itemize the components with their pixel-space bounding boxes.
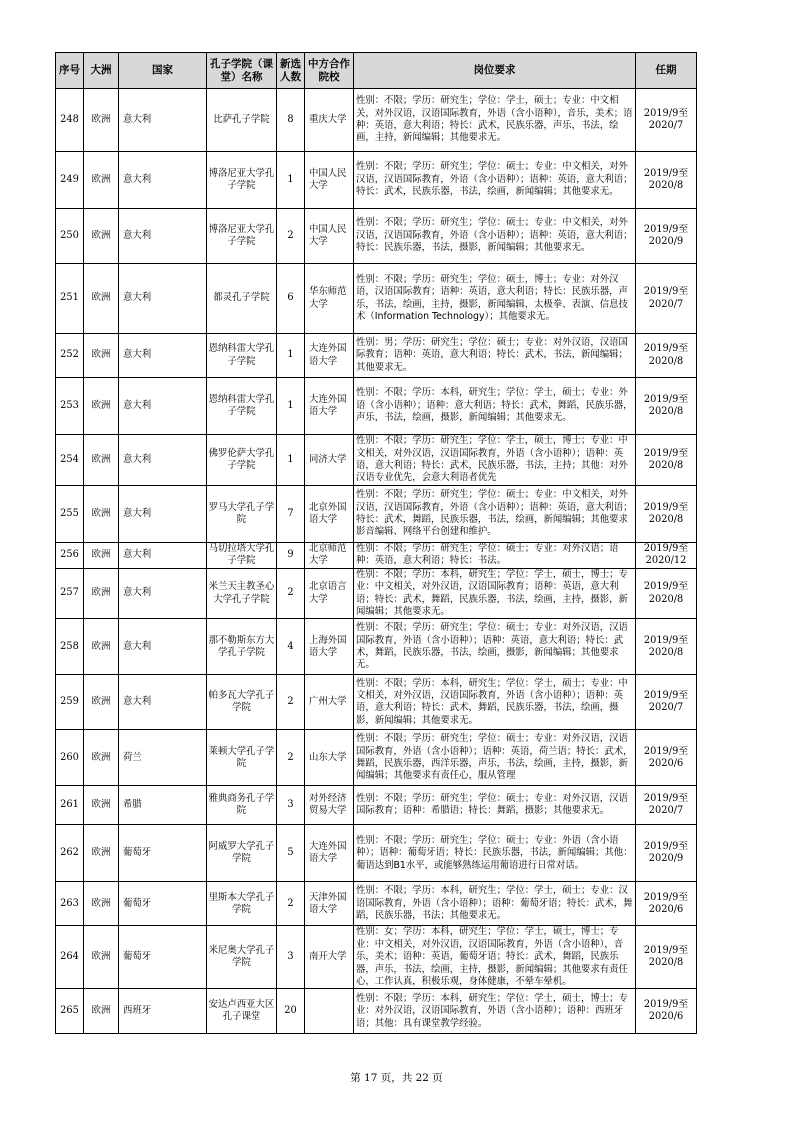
cell-institute: 恩纳科雷大学孔子学院 xyxy=(207,378,277,435)
cell-country: 意大利 xyxy=(119,543,207,569)
header-institute: 孔子学院（课堂）名称 xyxy=(207,53,277,89)
cell-continent: 欧洲 xyxy=(84,378,119,435)
cell-partner: 重庆大学 xyxy=(305,89,354,152)
cell-term: 2019/9至 2020/6 xyxy=(636,882,697,926)
cell-institute: 那不勒斯东方大学孔子学院 xyxy=(207,619,277,675)
cell-institute: 里斯本大学孔子学院 xyxy=(207,882,277,926)
cell-institute: 帕多瓦大学孔子学院 xyxy=(207,675,277,730)
cell-term: 2019/9至 2020/8 xyxy=(636,486,697,543)
cell-requirements: 性别：不限；学历：研究生；学位：硕士，博士；专业：对外汉语，汉语国际教育；语种：英语，意大利语；特长：民族乐器，声乐，书法，绘画，主持，摄影，新闻编辑，太极拳、表演、信息技术（Information Technology）；其他要求无。 xyxy=(354,264,636,334)
table-row xyxy=(56,825,697,882)
cell-institute: 比萨孔子学院 xyxy=(207,89,277,152)
cell-count: 9 xyxy=(277,543,305,569)
table-row xyxy=(56,882,697,926)
cell-count: 5 xyxy=(277,825,305,882)
cell-institute: 博洛尼亚大学孔子学院 xyxy=(207,209,277,264)
cell-seq: 249 xyxy=(56,152,84,209)
table-row xyxy=(56,989,697,1034)
cell-partner: 北京师范大学 xyxy=(305,543,354,569)
header-count: 新选人数 xyxy=(277,53,305,89)
cell-seq: 250 xyxy=(56,209,84,264)
cell-requirements: 性别：女；学历：本科，研究生；学位：学士，硕士，博士；专业：中文相关，对外汉语，汉语国际教育，外语（含小语种），音乐，美术；语种：英语，葡萄牙语；特长：武术，舞蹈，民族乐器，声乐，书法，绘画，主持，摄影，新闻编辑；其他要求有责任心，工作认真，积极乐观，身体健康，不晕车晕机。 xyxy=(354,926,636,989)
cell-institute: 都灵孔子学院 xyxy=(207,264,277,334)
table-row xyxy=(56,619,697,675)
cell-partner: 中国人民大学 xyxy=(305,209,354,264)
cell-country: 意大利 xyxy=(119,435,207,486)
cell-count: 3 xyxy=(277,786,305,825)
cell-term: 2019/9至 2020/12 xyxy=(636,543,697,569)
cell-requirements: 性别：不限；学历：本科，研究生；学位：学士，硕士；专业：汉语国际教育，外语（含小语种）；语种：葡萄牙语；特长：武术，舞蹈，民族乐器，书法；其他要求无。 xyxy=(354,882,636,926)
cell-continent: 欧洲 xyxy=(84,825,119,882)
cell-count: 1 xyxy=(277,152,305,209)
cell-seq: 265 xyxy=(56,989,84,1034)
cell-count: 7 xyxy=(277,486,305,543)
cell-term: 2019/9至 2020/8 xyxy=(636,435,697,486)
cell-count: 1 xyxy=(277,435,305,486)
cell-continent: 欧洲 xyxy=(84,334,119,378)
cell-partner xyxy=(305,989,354,1034)
cell-institute: 安达卢西亚大区孔子课堂 xyxy=(207,989,277,1034)
cell-seq: 260 xyxy=(56,730,84,786)
cell-partner: 同济大学 xyxy=(305,435,354,486)
cell-requirements: 性别：不限；学历：研究生；学位：硕士；专业：对外汉语，汉语国际教育，外语（含小语种）；语种：英语，意大利语；特长：武术，舞蹈，民族乐器，书法，绘画，摄影，新闻编辑；其他要求无。 xyxy=(354,619,636,675)
table-row xyxy=(56,209,697,264)
header-partner: 中方合作院校 xyxy=(305,53,354,89)
cell-country: 意大利 xyxy=(119,378,207,435)
table-row xyxy=(56,926,697,989)
cell-country: 意大利 xyxy=(119,264,207,334)
cell-seq: 251 xyxy=(56,264,84,334)
cell-country: 葡萄牙 xyxy=(119,825,207,882)
cell-term: 2019/9至 2020/9 xyxy=(636,209,697,264)
cell-partner: 山东大学 xyxy=(305,730,354,786)
cell-term: 2019/9至 2020/8 xyxy=(636,334,697,378)
header-continent: 大洲 xyxy=(84,53,119,89)
cell-count: 4 xyxy=(277,619,305,675)
header-country: 国家 xyxy=(119,53,207,89)
cell-continent: 欧洲 xyxy=(84,989,119,1034)
cell-continent: 欧洲 xyxy=(84,435,119,486)
cell-requirements: 性别：不限；学历：研究生；学位：硕士；专业：对外汉语，汉语国际教育；语种：希腊语；特长：舞蹈，摄影；其他要求无。 xyxy=(354,786,636,825)
cell-continent: 欧洲 xyxy=(84,89,119,152)
cell-requirements: 性别：不限；学历：本科，研究生；学位：学士，硕士；专业：外语（含小语种）；语种：意大利语；特长：武术，舞蹈，民族乐器，声乐，书法，绘画，摄影，新闻编辑；其他要求无。 xyxy=(354,378,636,435)
cell-requirements: 性别：不限；学历：研究生；学位：学士，硕士；专业：中文相关，对外汉语，汉语国际教育，外语（含小语种），音乐，美术；语种：英语，意大利语；特长：武术，民族乐器，声乐，书法，绘画，主持，新闻编辑；其他要求无。 xyxy=(354,89,636,152)
cell-seq: 252 xyxy=(56,334,84,378)
cell-institute: 罗马大学孔子学院 xyxy=(207,486,277,543)
cell-seq: 259 xyxy=(56,675,84,730)
cell-country: 意大利 xyxy=(119,152,207,209)
cell-seq: 263 xyxy=(56,882,84,926)
cell-count: 1 xyxy=(277,334,305,378)
positions-table xyxy=(55,52,697,1034)
cell-country: 意大利 xyxy=(119,334,207,378)
cell-continent: 欧洲 xyxy=(84,882,119,926)
cell-institute: 雅典商务孔子学院 xyxy=(207,786,277,825)
cell-continent: 欧洲 xyxy=(84,926,119,989)
cell-partner: 对外经济贸易大学 xyxy=(305,786,354,825)
table-row xyxy=(56,378,697,435)
cell-country: 意大利 xyxy=(119,675,207,730)
cell-institute: 阿威罗大学孔子学院 xyxy=(207,825,277,882)
cell-count: 6 xyxy=(277,264,305,334)
table-row xyxy=(56,543,697,569)
cell-requirements: 性别：不限；学历：研究生；学位：硕士；专业：对外汉语，汉语国际教育，外语（含小语种）；语种：英语，荷兰语；特长：武术，舞蹈，民族乐器，西洋乐器，声乐，书法，绘画，主持，摄影，新闻编辑；其他要求有责任心，服从管理 xyxy=(354,730,636,786)
cell-term: 2019/9至 2020/8 xyxy=(636,568,697,619)
cell-count: 3 xyxy=(277,926,305,989)
cell-partner: 华东师范大学 xyxy=(305,264,354,334)
cell-country: 意大利 xyxy=(119,486,207,543)
cell-requirements: 性别：不限；学历：研究生；学位：硕士；专业：中文相关，对外汉语，汉语国际教育，外语（含小语种）；语种：英语，意大利语；特长：武术，舞蹈，民族乐器，书法，绘画，新闻编辑；其他要求影音编辑、网络平台创建和维护。 xyxy=(354,486,636,543)
cell-continent: 欧洲 xyxy=(84,264,119,334)
cell-seq: 248 xyxy=(56,89,84,152)
cell-requirements: 性别：不限；学历：本科，研究生；学位：学士，硕士，博士；专业：中文相关，对外汉语，汉语国际教育；语种：英语，意大利语；特长：武术，舞蹈，民族乐器，书法，绘画，主持，摄影，新闻编辑；其他要求无。 xyxy=(354,568,636,619)
table-row xyxy=(56,675,697,730)
table-row xyxy=(56,568,697,619)
cell-requirements: 性别：男；学历：研究生；学位：硕士；专业：对外汉语，汉语国际教育；语种：英语，意大利语；特长：武术，书法，新闻编辑；其他要求无。 xyxy=(354,334,636,378)
cell-country: 希腊 xyxy=(119,786,207,825)
cell-requirements: 性别：不限；学历：研究生；学位：硕士；专业：中文相关，对外汉语，汉语国际教育，外语（含小语种）；语种：英语，意大利语；特长：民族乐器，书法，摄影，新闻编辑；其他要求无。 xyxy=(354,209,636,264)
cell-term: 2019/9至 2020/6 xyxy=(636,989,697,1034)
cell-term: 2019/9至 2020/7 xyxy=(636,264,697,334)
cell-seq: 255 xyxy=(56,486,84,543)
cell-seq: 264 xyxy=(56,926,84,989)
table-row xyxy=(56,786,697,825)
cell-term: 2019/9至 2020/8 xyxy=(636,619,697,675)
cell-country: 荷兰 xyxy=(119,730,207,786)
table-row xyxy=(56,486,697,543)
cell-continent: 欧洲 xyxy=(84,209,119,264)
cell-continent: 欧洲 xyxy=(84,486,119,543)
table-row xyxy=(56,152,697,209)
cell-term: 2019/9至 2020/7 xyxy=(636,89,697,152)
cell-institute: 马切拉塔大学孔子学院 xyxy=(207,543,277,569)
cell-institute: 米兰天主教圣心大学孔子学院 xyxy=(207,568,277,619)
cell-continent: 欧洲 xyxy=(84,730,119,786)
cell-institute: 莱顿大学孔子学院 xyxy=(207,730,277,786)
cell-institute: 佛罗伦萨大学孔子学院 xyxy=(207,435,277,486)
cell-country: 意大利 xyxy=(119,209,207,264)
cell-partner: 北京语言大学 xyxy=(305,568,354,619)
cell-country: 意大利 xyxy=(119,619,207,675)
cell-term: 2019/9至 2020/8 xyxy=(636,926,697,989)
cell-country: 葡萄牙 xyxy=(119,882,207,926)
cell-term: 2019/9至 2020/9 xyxy=(636,825,697,882)
cell-continent: 欧洲 xyxy=(84,675,119,730)
cell-country: 西班牙 xyxy=(119,989,207,1034)
header-row xyxy=(56,53,697,89)
cell-count: 2 xyxy=(277,568,305,619)
table-row xyxy=(56,89,697,152)
cell-seq: 262 xyxy=(56,825,84,882)
cell-requirements: 性别：不限；学历：研究生；学位：硕士；专业：对外汉语；语种：英语，意大利语；特长：书法。 xyxy=(354,543,636,569)
cell-continent: 欧洲 xyxy=(84,152,119,209)
cell-partner: 大连外国语大学 xyxy=(305,334,354,378)
cell-institute: 米尼奥大学孔子学院 xyxy=(207,926,277,989)
cell-continent: 欧洲 xyxy=(84,619,119,675)
cell-requirements: 性别：不限；学历：研究生；学位：硕士；专业：外语（含小语种）；语种：葡萄牙语；特长：民族乐器，书法，新闻编辑；其他：葡语达到B1水平，或能够熟练运用葡语进行日常对话。 xyxy=(354,825,636,882)
cell-requirements: 性别：不限；学历：本科，研究生；学位：学士，硕士；专业：中文相关，对外汉语，汉语国际教育，外语（含小语种）；语种：英语，意大利语；特长：武术，舞蹈，民族乐器，书法，绘画，摄影，新闻编辑；其他要求无。 xyxy=(354,675,636,730)
header-term: 任期 xyxy=(636,53,697,89)
header-seq: 序号 xyxy=(56,53,84,89)
cell-partner: 北京外国语大学 xyxy=(305,486,354,543)
cell-term: 2019/9至 2020/8 xyxy=(636,378,697,435)
cell-continent: 欧洲 xyxy=(84,786,119,825)
cell-requirements: 性别：不限；学历：研究生；学位：学士，硕士，博士；专业：中文相关，对外汉语，汉语国际教育，外语（含小语种）；语种：英语，意大利语；特长：武术，民族乐器，书法，主持；其他：对外汉语专业优先，会意大利语者优先 xyxy=(354,435,636,486)
cell-partner: 南开大学 xyxy=(305,926,354,989)
cell-partner: 天津外国语大学 xyxy=(305,882,354,926)
cell-seq: 258 xyxy=(56,619,84,675)
cell-country: 意大利 xyxy=(119,89,207,152)
header-requirements: 岗位要求 xyxy=(354,53,636,89)
page-footer: 第 17 页，共 22 页 xyxy=(350,1072,443,1084)
cell-seq: 261 xyxy=(56,786,84,825)
cell-count: 1 xyxy=(277,378,305,435)
cell-count: 2 xyxy=(277,675,305,730)
table-row xyxy=(56,730,697,786)
cell-count: 20 xyxy=(277,989,305,1034)
cell-partner: 大连外国语大学 xyxy=(305,378,354,435)
cell-term: 2019/9至 2020/7 xyxy=(636,675,697,730)
cell-partner: 广州大学 xyxy=(305,675,354,730)
cell-partner: 上海外国语大学 xyxy=(305,619,354,675)
cell-requirements: 性别：不限；学历：研究生；学位：硕士；专业：中文相关，对外汉语，汉语国际教育，外语（含小语种）；语种：英语，意大利语；特长：武术，民族乐器，书法，绘画，新闻编辑；其他要求无。 xyxy=(354,152,636,209)
cell-institute: 博洛尼亚大学孔子学院 xyxy=(207,152,277,209)
cell-seq: 257 xyxy=(56,568,84,619)
cell-term: 2019/9至 2020/6 xyxy=(636,730,697,786)
cell-count: 8 xyxy=(277,89,305,152)
table-row xyxy=(56,264,697,334)
cell-continent: 欧洲 xyxy=(84,543,119,569)
cell-partner: 大连外国语大学 xyxy=(305,825,354,882)
table-row xyxy=(56,435,697,486)
cell-count: 2 xyxy=(277,730,305,786)
cell-term: 2019/9至 2020/7 xyxy=(636,786,697,825)
cell-partner: 中国人民大学 xyxy=(305,152,354,209)
cell-continent: 欧洲 xyxy=(84,568,119,619)
cell-seq: 256 xyxy=(56,543,84,569)
cell-requirements: 性别：不限；学历：本科，研究生；学位：学士，硕士，博士；专业：对外汉语，汉语国际教育，外语（含小语种）；语种：西班牙语；其他：具有课堂教学经验。 xyxy=(354,989,636,1034)
cell-count: 2 xyxy=(277,209,305,264)
cell-seq: 253 xyxy=(56,378,84,435)
cell-term: 2019/9至 2020/8 xyxy=(636,152,697,209)
cell-country: 意大利 xyxy=(119,568,207,619)
cell-country: 葡萄牙 xyxy=(119,926,207,989)
table-row xyxy=(56,334,697,378)
cell-seq: 254 xyxy=(56,435,84,486)
cell-institute: 恩纳科雷大学孔子学院 xyxy=(207,334,277,378)
cell-count: 2 xyxy=(277,882,305,926)
